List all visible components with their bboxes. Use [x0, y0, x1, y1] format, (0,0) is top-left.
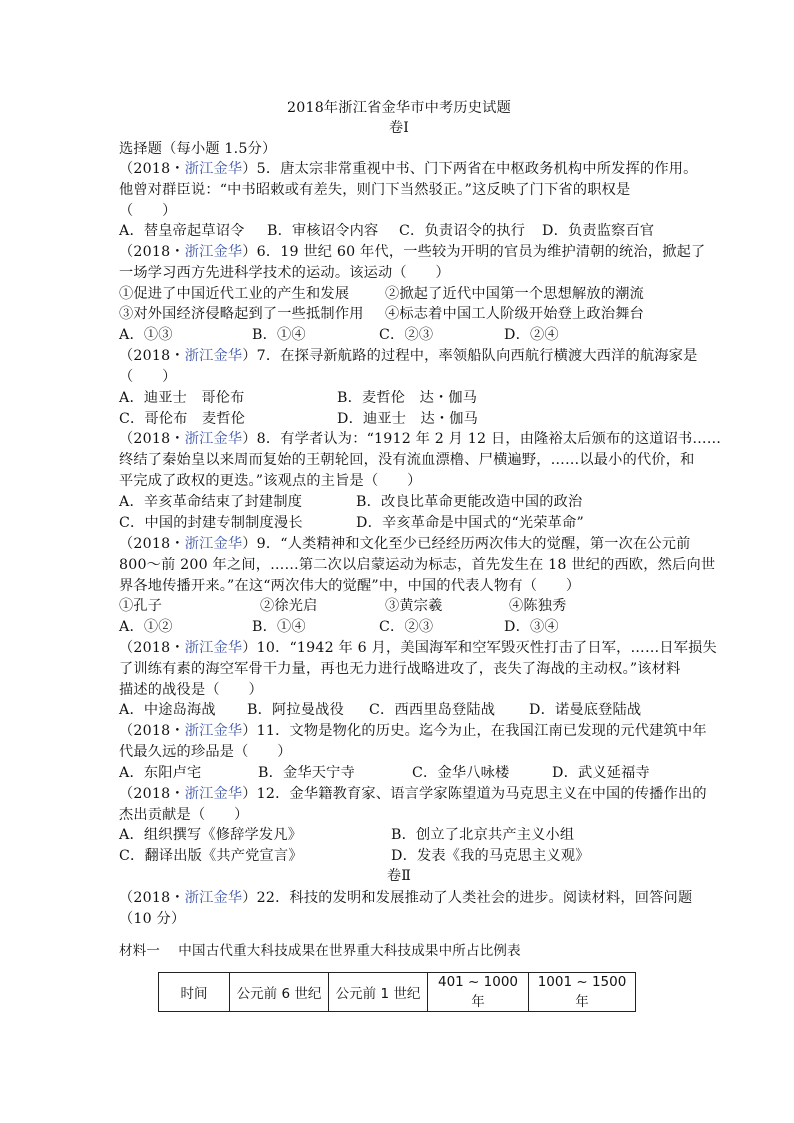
- question-22-line-2: （10 分）: [119, 911, 186, 927]
- option-d: D．③④: [504, 619, 559, 635]
- source-prefix: （2018・: [119, 161, 185, 177]
- option-d: D．辛亥革命是中国式的“光荣革命”: [356, 515, 584, 531]
- option-a: A．中途岛海战: [119, 702, 216, 718]
- source-place: 浙江金华: [184, 348, 243, 364]
- option-d: D．负责监察百官: [542, 223, 655, 239]
- source-prefix: （2018・: [119, 890, 185, 906]
- question-8: [119, 429, 722, 449]
- question-7: [119, 346, 699, 366]
- table-row: [159, 973, 636, 1012]
- source-prefix: （2018・: [119, 244, 185, 260]
- question-text: ）11．文物是物化的历史。迄今为止，在我国江南已发现的元代建筑中年: [242, 723, 707, 739]
- option-c: C．②③: [379, 619, 434, 635]
- option-c: C．负责诏令的执行: [399, 223, 526, 239]
- option-a: A．①③: [119, 327, 173, 343]
- question-6: [119, 242, 706, 262]
- question-text: ）5．唐太宗非常重视中书、门下两省在中枢政务机构中所发挥的作用。: [242, 161, 698, 177]
- question-6-line-2: 一场学习西方先进科学技术的运动。该运动（ ）: [119, 265, 450, 281]
- source-prefix: （2018・: [119, 723, 185, 739]
- source-place: 浙江金华: [184, 431, 243, 447]
- source-place: 浙江金华: [184, 161, 243, 177]
- question-12-line-2: 杰出贡献是（ ）: [119, 807, 249, 823]
- question-text: ）8．有学者认为：“1912 年 2 月 12 日，由隆裕太后颁布的这道诏书……: [242, 431, 722, 447]
- table-header-col-3: 401 ~ 1000 年: [428, 973, 529, 1012]
- question-text: ）22．科技的发明和发展推动了人类社会的进步。阅读材料，回答问题: [242, 890, 693, 906]
- question-9-line-3: 界各地传播开来。”在这“两次伟大的觉醒”中，中国的代表人物有（ ）: [119, 578, 581, 594]
- source-place: 浙江金华: [184, 640, 243, 656]
- question-9-line-2: 800～前 200 年之间，……第二次以启蒙运动为标志，首先发生在 18 世纪的西欧，然后向世: [119, 557, 716, 573]
- source-prefix: （2018・: [119, 431, 185, 447]
- question-11: [119, 721, 707, 741]
- section-heading: 选择题（每小题 1.5分）: [119, 141, 277, 157]
- question-12: [119, 784, 707, 804]
- science-achievements-table: [158, 972, 636, 1012]
- question-5-line-2: 他曾对群臣说：“中书昭敕或有差失，则门下当然驳正。”这反映了门下省的职权是: [119, 182, 631, 198]
- item-3: ③黄宗羲: [385, 598, 443, 614]
- question-text: ）12．金华籍教育家、语言学家陈望道为马克思主义在中国的传播作出的: [242, 786, 707, 802]
- table-header-col-2: 公元前 1 世纪: [329, 973, 428, 1012]
- table-header-col-4: 1001 ~ 1500 年: [529, 973, 636, 1012]
- option-c: C．翻译出版《共产党宣言》: [119, 848, 303, 864]
- option-c: C．金华八咏楼: [412, 765, 510, 781]
- option-b: B．改良比革命更能改造中国的政治: [356, 494, 583, 510]
- option-a: A．迪亚士 哥伦布: [119, 390, 245, 406]
- option-c: C．哥伦布 麦哲伦: [119, 411, 246, 427]
- option-c: C．②③: [379, 327, 434, 343]
- question-10-line-2: 了训练有素的海空军骨干力量，再也无力进行战略进攻了，丧失了海战的主动权。”该材料: [119, 661, 681, 677]
- page-title: 2018年浙江省金华市中考历史试题: [287, 100, 511, 116]
- statement-2: ②掀起了近代中国第一个思想解放的潮流: [385, 286, 644, 302]
- source-prefix: （2018・: [119, 348, 185, 364]
- question-5-line-3: （ ）: [119, 203, 177, 219]
- question-11-line-2: 代最久远的珍品是（ ）: [119, 744, 292, 760]
- statement-3: ③对外国经济侵略起到了一些抵制作用: [119, 306, 364, 322]
- question-text: ）7．在探寻新航路的过程中，率领船队向西航行横渡大西洋的航海家是: [242, 348, 698, 364]
- option-d: D．诺曼底登陆战: [529, 702, 642, 718]
- option-a: A．①②: [119, 619, 173, 635]
- option-b: B．创立了北京共产主义小组: [391, 827, 575, 843]
- source-place: 浙江金华: [184, 890, 243, 906]
- source-place: 浙江金华: [184, 536, 243, 552]
- option-d: D．发表《我的马克思主义观》: [391, 848, 590, 864]
- option-b: B．麦哲伦 达・伽马: [337, 390, 478, 406]
- item-4: ④陈独秀: [509, 598, 567, 614]
- question-9: [119, 534, 699, 554]
- source-place: 浙江金华: [184, 244, 243, 260]
- question-10-line-3: 描述的战役是（ ）: [119, 682, 263, 698]
- question-5: [119, 159, 699, 179]
- volume-1-heading: 卷Ⅰ: [388, 120, 410, 136]
- option-a: A．组织撰写《修辞学发凡》: [119, 827, 303, 843]
- question-8-line-2: 终结了秦始皇以来周而复始的王朝轮回，没有流血漂橹、尸横遍野，……以最小的代价，和: [119, 452, 695, 468]
- question-text: ）10．“1942 年 6 月，美国海军和空军毁灭性打击了日军，……日军损失: [242, 640, 717, 656]
- option-b: B．①④: [252, 619, 306, 635]
- option-d: D．迪亚士 达・伽马: [337, 411, 479, 427]
- option-b: B．阿拉曼战役: [247, 702, 344, 718]
- option-c: C．西西里岛登陆战: [369, 702, 496, 718]
- question-8-line-3: 平完成了政权的更迭。”该观点的主旨是（ ）: [119, 473, 422, 489]
- source-place: 浙江金华: [184, 723, 243, 739]
- option-a: A．东阳卢宅: [119, 765, 202, 781]
- table-header-col-1: 公元前 6 世纪: [230, 973, 329, 1012]
- item-2: ②徐光启: [260, 598, 318, 614]
- option-b: B．①④: [252, 327, 306, 343]
- statement-1: ①促进了中国近代工业的产生和发展: [119, 286, 350, 302]
- option-d: D．②④: [504, 327, 559, 343]
- option-b: B．金华天宁寺: [258, 765, 355, 781]
- source-prefix: （2018・: [119, 786, 185, 802]
- source-prefix: （2018・: [119, 640, 185, 656]
- item-1: ①孔子: [119, 598, 163, 614]
- question-text: ）9．“人类精神和文化至少已经经历两次伟大的觉醒，第一次在公元前: [242, 536, 691, 552]
- source-place: 浙江金华: [184, 786, 243, 802]
- question-7-line-2: （ ）: [119, 369, 177, 385]
- source-prefix: （2018・: [119, 536, 185, 552]
- option-a: A．辛亥革命结束了封建制度: [119, 494, 303, 510]
- question-10: [119, 638, 717, 658]
- question-text: ）6．19 世纪 60 年代，一些较为开明的官员为维护清朝的统治，掀起了: [242, 244, 706, 260]
- option-a: A．替皇帝起草诏令: [119, 223, 245, 239]
- option-d: D．武义延福寺: [552, 765, 650, 781]
- material-1-caption: 材料一 中国古代重大科技成果在世界重大科技成果中所占比例表: [119, 943, 521, 959]
- question-22: [119, 888, 699, 908]
- table-header-time: 时间: [159, 973, 230, 1012]
- option-b: B．审核诏令内容: [267, 223, 379, 239]
- volume-2-heading: 卷Ⅱ: [386, 868, 412, 884]
- statement-4: ④标志着中国工人阶级开始登上政治舞台: [385, 306, 644, 322]
- option-c: C．中国的封建专制制度漫长: [119, 515, 303, 531]
